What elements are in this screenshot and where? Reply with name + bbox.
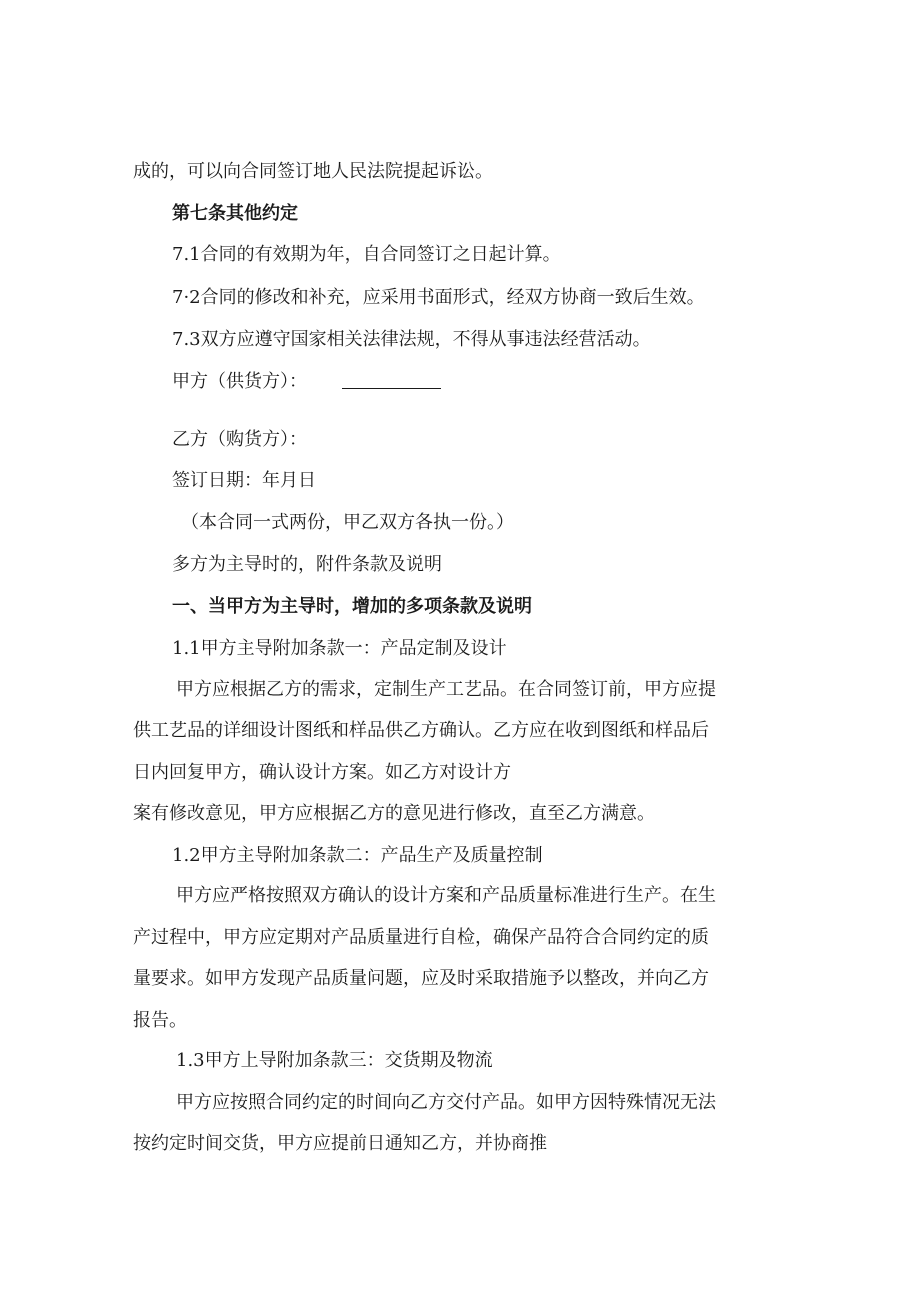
appendix-heading-party-a-lead: 一、当甲方为主导时，增加的多项条款及说明 (172, 596, 532, 617)
clause-1-2-text-line: 产过程中，甲方应定期对产品质量进行自检，确保产品符合合同约定的质 (133, 927, 709, 948)
clause-7-1: 7.1合同的有效期为年，自合同签订之日起计算。 (172, 244, 561, 265)
party-a-label: 甲方（供货方）： (172, 371, 307, 392)
clause-1-2-text-line: 报告。 (133, 1010, 187, 1031)
clause-1-3-text-line: 按约定时间交货，甲方应提前日通知乙方，并协商推 (133, 1133, 547, 1154)
text-line-litigation: 成的，可以向合同签订地人民法院提起诉讼。 (133, 161, 493, 182)
clause-1-3-text-line: 甲方应按照合同约定的时间向乙方交付产品。如甲方因特殊情况无法 (176, 1092, 716, 1113)
clause-1-2-title: 1.2甲方主导附加条款二：产品生产及质量控制 (172, 845, 543, 866)
copies-note: （本合同一式两份，甲乙双方各执一份。） (181, 512, 514, 533)
clause-7-2: 7·2合同的修改和补充，应采用书面形式，经双方协商一致后生效。 (172, 287, 705, 308)
appendix-intro: 多方为主导时的，附件条款及说明 (172, 554, 442, 575)
clause-1-3-title: 1.3甲方上导附加条款三：交货期及物流 (176, 1050, 493, 1071)
party-b-label: 乙方（购货方）： (172, 429, 307, 450)
signing-date-label: 签订日期：年月日 (172, 470, 316, 491)
clause-1-2-text-line: 甲方应严格按照双方确认的设计方案和产品质量标准进行生产。在生 (176, 885, 716, 906)
clause-1-1-text-line: 日内回复甲方，确认设计方案。如乙方对设计方 (133, 762, 511, 783)
party-a-signature-line (342, 388, 441, 389)
clause-1-2-text-line: 量要求。如甲方发现产品质量问题，应及时采取措施予以整改，并向乙方 (133, 968, 709, 989)
section-heading-article-7: 第七条其他约定 (172, 203, 298, 224)
clause-7-3: 7.3双方应遵守国家相关法律法规，不得从事违法经营活动。 (172, 329, 651, 350)
clause-1-1-text-line: 案有修改意见，甲方应根据乙方的意见进行修改，直至乙方满意。 (133, 803, 655, 824)
clause-1-1-text-line: 甲方应根据乙方的需求，定制生产工艺品。在合同签订前，甲方应提 (176, 679, 716, 700)
clause-1-1-text-line: 供工艺品的详细设计图纸和样品供乙方确认。乙方应在收到图纸和样品后 (133, 720, 709, 741)
clause-1-1-title: 1.1甲方主导附加条款一：产品定制及设计 (172, 638, 507, 659)
